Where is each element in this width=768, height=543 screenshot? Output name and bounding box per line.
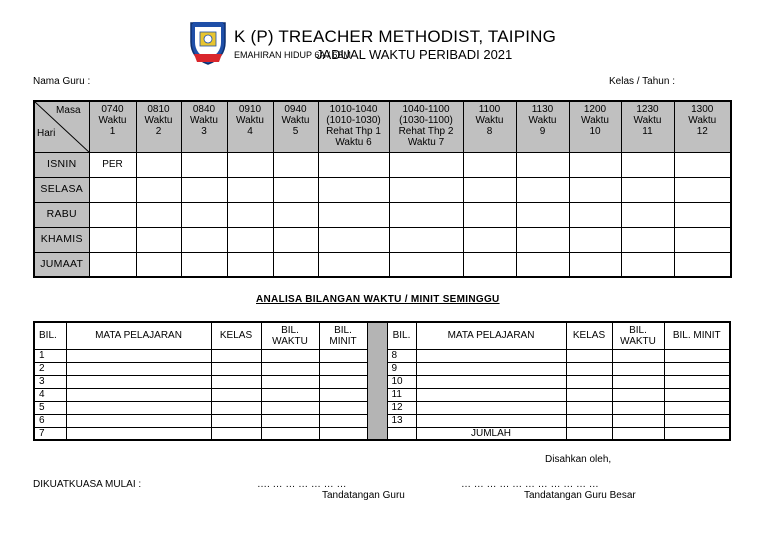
day-label: RABU [34, 202, 89, 227]
period-cell[interactable] [612, 388, 664, 401]
timetable-cell[interactable] [389, 152, 463, 177]
timetable-cell[interactable] [463, 177, 516, 202]
effective-date-label: DIKUATKUASA MULAI : [33, 479, 142, 490]
timetable-cell[interactable] [569, 202, 621, 227]
timetable-cell[interactable] [227, 227, 273, 252]
minute-cell[interactable] [664, 401, 730, 414]
class-cell[interactable] [211, 388, 261, 401]
minute-cell[interactable] [664, 388, 730, 401]
day-row [34, 227, 731, 252]
class-cell[interactable] [211, 401, 261, 414]
row-number: 6 [34, 414, 66, 427]
separator-column [367, 322, 387, 440]
class-cell[interactable] [566, 349, 612, 362]
timetable-cell[interactable] [463, 152, 516, 177]
class-cell[interactable] [566, 414, 612, 427]
class-header: KELAS [211, 322, 261, 349]
period-cell[interactable] [612, 401, 664, 414]
timetable-cell[interactable] [516, 227, 569, 252]
timetable-cell[interactable] [569, 227, 621, 252]
timetable-cell[interactable] [318, 202, 389, 227]
period-header: 0840 Waktu 3 [181, 101, 227, 152]
head-signature-label: Tandatangan Guru Besar [524, 490, 636, 501]
timetable-cell[interactable] [318, 227, 389, 252]
timetable-cell[interactable] [273, 252, 318, 277]
timetable-cell[interactable] [569, 252, 621, 277]
period-count-header: BIL. WAKTU [261, 322, 319, 349]
row-number: 1 [34, 349, 66, 362]
timetable-cell[interactable] [89, 202, 136, 227]
class-header: KELAS [566, 322, 612, 349]
timetable-cell[interactable] [318, 152, 389, 177]
row-number [387, 427, 416, 440]
timetable-cell[interactable] [227, 152, 273, 177]
timetable-cell[interactable] [227, 252, 273, 277]
period-cell[interactable] [261, 427, 319, 440]
row-number: 2 [34, 362, 66, 375]
timetable-cell[interactable] [674, 252, 731, 277]
timetable-cell[interactable] [621, 252, 674, 277]
period-header: 1300 Waktu 12 [674, 101, 731, 152]
subject-cell[interactable] [416, 401, 566, 414]
day-row [34, 202, 731, 227]
timetable-cell[interactable] [181, 202, 227, 227]
timetable-cell[interactable] [621, 152, 674, 177]
class-cell[interactable] [566, 388, 612, 401]
minute-count-header: BIL. MINIT [664, 322, 730, 349]
period-cell[interactable] [261, 375, 319, 388]
day-label: JUMAAT [34, 252, 89, 277]
approved-by-label: Disahkan oleh, [545, 454, 612, 465]
period-cell[interactable] [612, 414, 664, 427]
total-minute-cell[interactable] [664, 427, 730, 440]
row-number: 3 [34, 375, 66, 388]
period-header: 0810 Waktu 2 [136, 101, 181, 152]
timetable-cell[interactable] [136, 177, 181, 202]
timetable-cell[interactable] [227, 202, 273, 227]
timetable-cell[interactable] [227, 177, 273, 202]
minute-count-header: BIL. MINIT [319, 322, 367, 349]
period-header: 1230 Waktu 11 [621, 101, 674, 152]
timetable-cell[interactable] [621, 227, 674, 252]
timetable-cell[interactable] [318, 252, 389, 277]
subject-cell[interactable] [416, 388, 566, 401]
period-cell[interactable] [261, 349, 319, 362]
bil-header: BIL. [34, 322, 66, 349]
page-title: JADUAL WAKTU PERIBADI 2021 [316, 47, 513, 62]
row-number: 4 [34, 388, 66, 401]
day-row [34, 177, 731, 202]
head-signature-line: … … … … … … … … … … … [461, 479, 599, 490]
class-cell[interactable] [211, 427, 261, 440]
period-cell[interactable] [261, 362, 319, 375]
timetable-cell[interactable] [181, 152, 227, 177]
timetable-header-row [34, 101, 731, 152]
period-header: 0740 Waktu 1 [89, 101, 136, 152]
teacher-signature-line: …. … … … … … … [257, 479, 347, 490]
timetable-cell[interactable] [674, 152, 731, 177]
timetable-cell[interactable]: PER [89, 152, 136, 177]
timetable-cell[interactable] [136, 202, 181, 227]
subject-cell[interactable] [416, 362, 566, 375]
subject-cell[interactable] [66, 349, 211, 362]
minute-cell[interactable] [319, 349, 367, 362]
row-number: 7 [34, 427, 66, 440]
minute-cell[interactable] [664, 349, 730, 362]
timetable-cell[interactable] [569, 177, 621, 202]
period-header: 0940 Waktu 5 [273, 101, 318, 152]
class-cell[interactable] [566, 427, 612, 440]
period-cell[interactable] [612, 362, 664, 375]
subject-header: MATA PELAJARAN [416, 322, 566, 349]
timetable-cell[interactable] [136, 252, 181, 277]
total-label: JUMLAH [416, 427, 566, 440]
timetable-cell[interactable] [181, 227, 227, 252]
timetable-cell[interactable] [569, 152, 621, 177]
row-number: 9 [387, 362, 416, 375]
timetable-cell[interactable] [181, 177, 227, 202]
timetable-cell[interactable] [516, 202, 569, 227]
period-header: 1040-1100 (1030-1100) Rehat Thp 2 Waktu 7 [389, 101, 463, 152]
class-cell[interactable] [211, 414, 261, 427]
timetable-cell[interactable] [389, 252, 463, 277]
timetable-cell[interactable] [389, 227, 463, 252]
period-cell[interactable] [612, 349, 664, 362]
subject-cell[interactable] [66, 362, 211, 375]
timetable-cell[interactable] [516, 177, 569, 202]
period-header: 1200 Waktu 10 [569, 101, 621, 152]
school-name: K (P) TREACHER METHODIST, TAIPING [234, 27, 557, 46]
period-header: 1130 Waktu 9 [516, 101, 569, 152]
teacher-signature-label: Tandatangan Guru [322, 490, 405, 501]
timetable-cell[interactable] [516, 252, 569, 277]
minute-cell[interactable] [319, 414, 367, 427]
period-header: 1100 Waktu 8 [463, 101, 516, 152]
subject-cell[interactable] [66, 414, 211, 427]
minute-cell[interactable] [319, 375, 367, 388]
period-cell[interactable] [261, 388, 319, 401]
day-label: KHAMIS [34, 227, 89, 252]
teacher-name-label: Nama Guru : [33, 76, 91, 87]
timetable-cell[interactable] [463, 202, 516, 227]
corner-day-label: Hari [37, 127, 56, 139]
day-label: SELASA [34, 177, 89, 202]
timetable-cell[interactable] [181, 252, 227, 277]
subtitle-prefix: EMAHIRAN HIDUP 6A / 6BM [234, 50, 351, 60]
timetable-cell[interactable] [621, 177, 674, 202]
minute-cell[interactable] [319, 388, 367, 401]
timetable-cell[interactable] [273, 227, 318, 252]
class-year-label: Kelas / Tahun : [609, 76, 675, 87]
period-header: 0910 Waktu 4 [227, 101, 273, 152]
subject-cell[interactable] [66, 375, 211, 388]
day-row [34, 152, 731, 177]
subject-cell[interactable] [416, 414, 566, 427]
total-period-cell[interactable] [612, 427, 664, 440]
timetable-cell[interactable] [89, 177, 136, 202]
period-count-header: BIL. WAKTU [612, 322, 664, 349]
period-cell[interactable] [261, 401, 319, 414]
timetable-cell[interactable] [674, 177, 731, 202]
row-number: 12 [387, 401, 416, 414]
timetable-cell[interactable] [89, 252, 136, 277]
row-number: 5 [34, 401, 66, 414]
minute-cell[interactable] [319, 362, 367, 375]
timetable-cell[interactable] [318, 177, 389, 202]
school-crest-logo [188, 20, 228, 66]
timetable-grid [33, 100, 732, 278]
analysis-header-row [34, 322, 730, 349]
subject-header: MATA PELAJARAN [66, 322, 211, 349]
subject-cell[interactable] [66, 388, 211, 401]
minute-cell[interactable] [664, 414, 730, 427]
analysis-title: ANALISA BILANGAN WAKTU / MINIT SEMINGGU [256, 294, 500, 305]
class-cell[interactable] [566, 362, 612, 375]
class-cell[interactable] [566, 375, 612, 388]
subject-cell[interactable] [66, 427, 211, 440]
timetable-cell[interactable] [136, 152, 181, 177]
subject-cell[interactable] [416, 349, 566, 362]
minute-cell[interactable] [319, 401, 367, 414]
day-label: ISNIN [34, 152, 89, 177]
timetable-cell[interactable] [674, 227, 731, 252]
class-cell[interactable] [211, 375, 261, 388]
class-cell[interactable] [566, 401, 612, 414]
timetable-cell[interactable] [463, 252, 516, 277]
period-cell[interactable] [612, 375, 664, 388]
bil-header: BIL. [387, 322, 416, 349]
minute-cell[interactable] [319, 427, 367, 440]
row-number: 10 [387, 375, 416, 388]
subject-cell[interactable] [416, 375, 566, 388]
timetable-cell[interactable] [389, 177, 463, 202]
period-cell[interactable] [261, 414, 319, 427]
timetable-cell[interactable] [463, 227, 516, 252]
timetable-cell[interactable] [621, 202, 674, 227]
timetable-cell[interactable] [273, 177, 318, 202]
timetable-cell[interactable] [516, 152, 569, 177]
class-cell[interactable] [211, 362, 261, 375]
timetable-cell[interactable] [273, 202, 318, 227]
period-header: 1010-1040 (1010-1030) Rehat Thp 1 Waktu 6 [318, 101, 389, 152]
day-row [34, 252, 731, 277]
timetable-cell[interactable] [89, 227, 136, 252]
row-number: 13 [387, 414, 416, 427]
timetable-cell[interactable] [273, 152, 318, 177]
row-number: 8 [387, 349, 416, 362]
analysis-table [33, 321, 731, 441]
class-cell[interactable] [211, 349, 261, 362]
corner-cell [34, 101, 89, 152]
subject-cell[interactable] [66, 401, 211, 414]
timetable-cell[interactable] [389, 202, 463, 227]
minute-cell[interactable] [664, 362, 730, 375]
minute-cell[interactable] [664, 375, 730, 388]
corner-time-label: Masa [56, 105, 81, 116]
timetable-cell[interactable] [136, 227, 181, 252]
timetable-cell[interactable] [674, 202, 731, 227]
row-number: 11 [387, 388, 416, 401]
